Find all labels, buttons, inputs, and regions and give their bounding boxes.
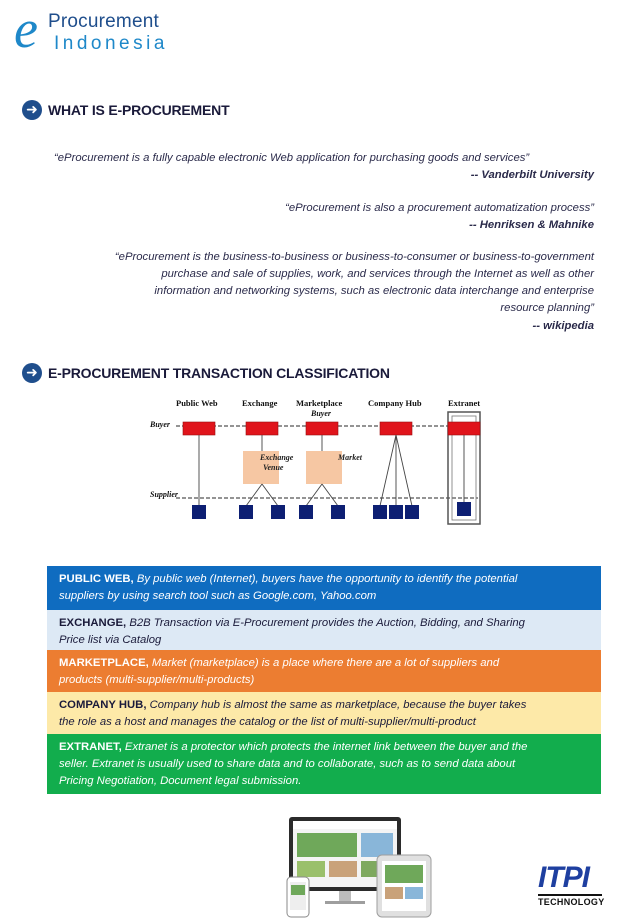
quote-source-wikipedia: -- wikipedia [532,320,594,332]
classification-public-web [47,566,601,610]
desc-extranet-line1: Extranet is a protector which protects the internet link between the buyer and the [124,741,528,753]
supplier-box [373,505,387,519]
logo-letter: e [14,0,38,59]
buyer-label: Buyer [311,409,331,418]
quote-vanderbilt: “eProcurement is a fully capable electronic Web application for purchasing goods and services” [54,152,530,164]
arrow-right-circle-icon: ➜ [22,100,42,120]
quote-wikipedia-line2: purchase and sale of supplies, work, and services through the Internet as well as other [161,268,594,280]
desc-extranet-line2: seller. Extranet is usually used to share data and to collaborate, such as to send data about [59,758,516,770]
desc-exchange-line2: Price list via Catalog [59,634,162,646]
logo-line2: Indonesia [54,33,168,54]
procurement-indonesia-logo [14,0,184,59]
itpi-technology-logo [538,861,605,914]
section-what-is-header [22,99,229,121]
market-box [306,451,342,484]
desc-extranet-line3: Pricing Negotiation, Document legal submission. [59,775,302,787]
market-label: Market [338,453,362,462]
supplier-box [405,505,419,519]
term-company-hub: COMPANY HUB, [59,699,147,711]
col-exchange: Exchange [242,398,278,408]
itpi-brand-sub: TECHNOLOGY [538,894,602,908]
transaction-classification-diagram [148,394,488,534]
col-public-web: Public Web [176,398,218,408]
term-marketplace: MARKETPLACE, [59,657,149,669]
classification-extranet [47,734,601,794]
arrow-right-circle-icon: ➜ [22,363,42,383]
logo-line1: Procurement [48,11,159,32]
supplier-box [299,505,313,519]
responsive-devices-icon [285,815,435,920]
exchange-venue-line2: Venue [263,463,284,472]
desc-marketplace-line1: Market (marketplace) is a place where there are a lot of suppliers and [151,657,500,669]
desc-marketplace-line2: products (multi-supplier/multi-products) [59,674,255,686]
buyer-box-marketplace [306,422,338,435]
quote-wikipedia-line3: information and networking systems, such as electronic data interchange and enterprise [154,285,594,297]
quote-source-henriksen: -- Henriksen & Mahnike [469,219,594,231]
term-exchange: EXCHANGE, [59,617,127,629]
supplier-box [457,502,471,516]
buyer-box-company-hub [380,422,412,435]
quote-wikipedia-line4: resource planning” [500,302,594,314]
buyer-box-extranet [448,422,480,435]
section-title: WHAT IS E-PROCUREMENT [48,102,230,118]
quote-source-vanderbilt: -- Vanderbilt University [470,169,594,181]
desc-company-hub-line1: Company hub is almost the same as marketplace, because the buyer takes [149,699,527,711]
section-title: E-PROCUREMENT TRANSACTION CLASSIFICATION [48,365,390,381]
supplier-box [331,505,345,519]
itpi-brand: ITPI [538,861,590,894]
buyer-box-public-web [183,422,215,435]
buyer-box-exchange [246,422,278,435]
desc-company-hub-line2: the role as a host and manages the catalog or the list of multi-supplier/multi-product [59,716,476,728]
desc-public-web-line1: By public web (Internet), buyers have the opportunity to identify the potential [136,573,518,585]
row-label-supplier: Supplier [150,490,179,499]
quote-henriksen: “eProcurement is also a procurement automatization process” [285,202,594,214]
classification-company-hub [47,692,601,734]
term-extranet: EXTRANET, [59,741,122,753]
quote-wikipedia-line1: “eProcurement is the business-to-business or business-to-consumer or business-to-government [114,251,594,263]
supplier-box [192,505,206,519]
desc-exchange-line1: B2B Transaction via E-Procurement provides the Auction, Bidding, and Sharing [129,617,525,629]
supplier-box [271,505,285,519]
supplier-box [389,505,403,519]
supplier-box [239,505,253,519]
col-company-hub: Company Hub [368,398,422,408]
quote-wikipedia [20,249,594,317]
term-public-web: PUBLIC WEB, [59,573,134,585]
col-extranet: Extranet [448,398,481,408]
classification-exchange [47,610,601,650]
desc-public-web-line2: suppliers by using search tool such as Google.com, Yahoo.com [59,590,377,602]
row-label-buyer: Buyer [150,420,170,429]
section-classification-header [22,362,390,384]
exchange-venue-line1: Exchange [260,453,294,462]
col-marketplace: Marketplace [296,398,343,408]
classification-marketplace [47,650,601,692]
